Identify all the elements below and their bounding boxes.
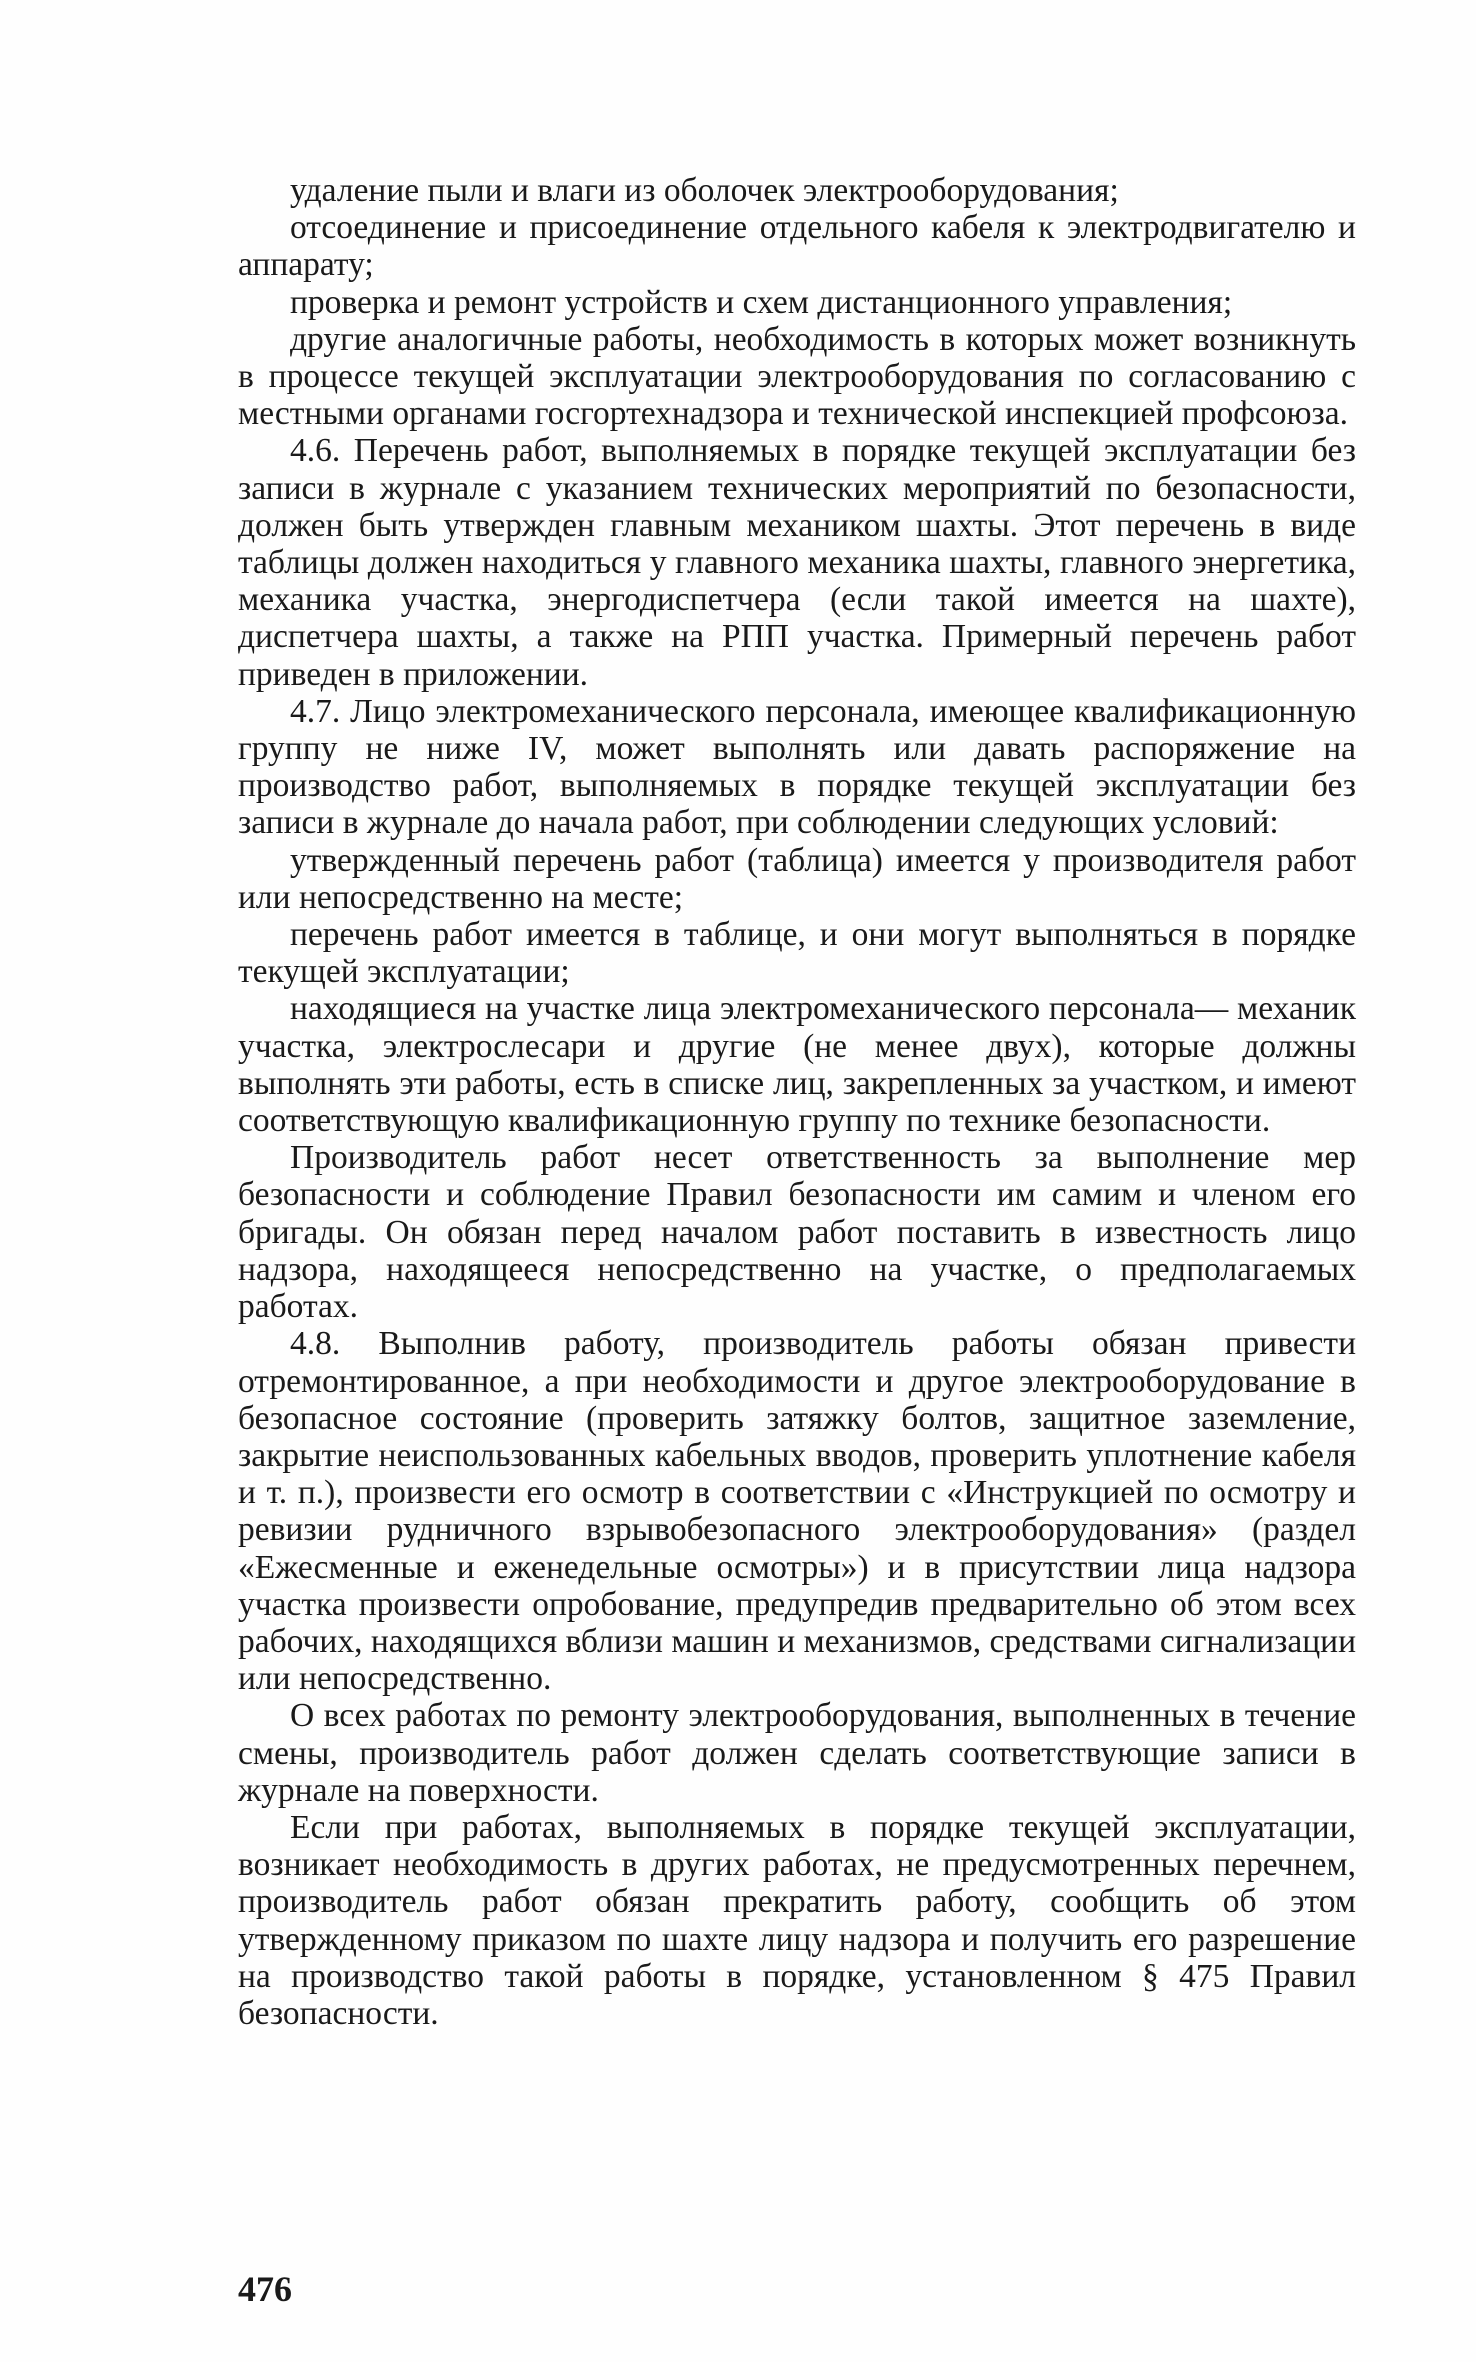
paragraph-12: О всех работах по ремонту электрооборудования, выполненных в течение смены, производитель работ должен сделать соответствующие записи в журнале на поверхности.	[238, 1697, 1356, 1809]
paragraph-9: находящиеся на участке лица электромеханического персонала— механик участка, электрослесари и другие (не менее двух), которые должны выполнять эти работы, есть в списке лиц, закрепленных за участком, и имеют соответствующую квалификационную группу по технике безопасности.	[238, 990, 1356, 1140]
paragraph-6: 4.7. Лицо электромеханического персонала, имеющее квалификационную группу не ниже IV, может выполнять или давать распоряжение на производство работ, выполняемых в порядке текущей эксплуатации без записи в журнале до начала работ, при соблюдении следующих условий:	[238, 692, 1356, 842]
paragraph-11: 4.8. Выполнив работу, производитель работы обязан привести отремонтированное, а при необходимости и другое электрооборудование в безопасное состояние (проверить затяжку болтов, защитное заземление, закрытие неиспользованных кабельных вводов, проверить уплотнение кабеля и т. п.), произвести его осмотр в соответствии с «Инструкцией по осмотру и ревизии рудничного взрывобезопасного электрооборудования» (раздел «Ежесменные и еженедельные осмотры») и в присутствии лица надзора участка произвести опробование, предупредив предварительно об этом всех рабочих, находящихся вблизи машин и механизмов, средствами сигнализации или непосредственно.	[238, 1325, 1356, 1698]
paragraph-4: другие аналогичные работы, необходимость в которых может возникнуть в процессе текущей эксплуатации электрооборудования по согласованию с местными органами госгортехнадзора и технической инспекцией профсоюза.	[238, 320, 1356, 433]
paragraph-10: Производитель работ несет ответственность за выполнение мер безопасности и соблюдение Правил безопасности им самим и членом его бригады. Он обязан перед началом работ поставить в известность лицо надзора, находящееся непосредственно на участке, о предполагаемых работах.	[238, 1139, 1356, 1326]
paragraph-13: Если при работах, выполняемых в порядке текущей эксплуатации, возникает необходимость в других работах, не предусмотренных перечнем, производитель работ обязан прекратить работу, сообщить об этом утвержденному приказом по шахте лицу надзора и получить его разрешение на производство такой работы в порядке, установленном § 475 Правил безопасности.	[238, 1808, 1356, 2032]
page-number: 476	[238, 2269, 292, 2309]
paragraph-3: проверка и ремонт устройств и схем дистанционного управления;	[290, 283, 1233, 321]
paragraph-2: отсоединение и присоединение отдельного кабеля к электродвигателю и аппарату;	[238, 209, 1356, 284]
body-text	[238, 172, 1356, 2032]
paragraph-8: перечень работ имеется в таблице, и они могут выполняться в порядке текущей эксплуатации;	[238, 916, 1356, 991]
paragraph-1: удаление пыли и влаги из оболочек электрооборудования;	[290, 172, 1119, 209]
paragraph-5: 4.6. Перечень работ, выполняемых в порядке текущей эксплуатации без записи в журнале с указанием технических мероприятий по безопасности, должен быть утвержден главным механиком шахты. Этот перечень в виде таблицы должен находиться у главного механика шахты, главного энергетика, механика участка, энергодиспетчера (если такой имеется на шахте), диспетчера шахты, а также на РПП участка. Примерный перечень работ приведен в приложении.	[238, 432, 1356, 693]
paragraph-7: утвержденный перечень работ (таблица) имеется у производителя работ или непосредственно на месте;	[238, 841, 1356, 916]
